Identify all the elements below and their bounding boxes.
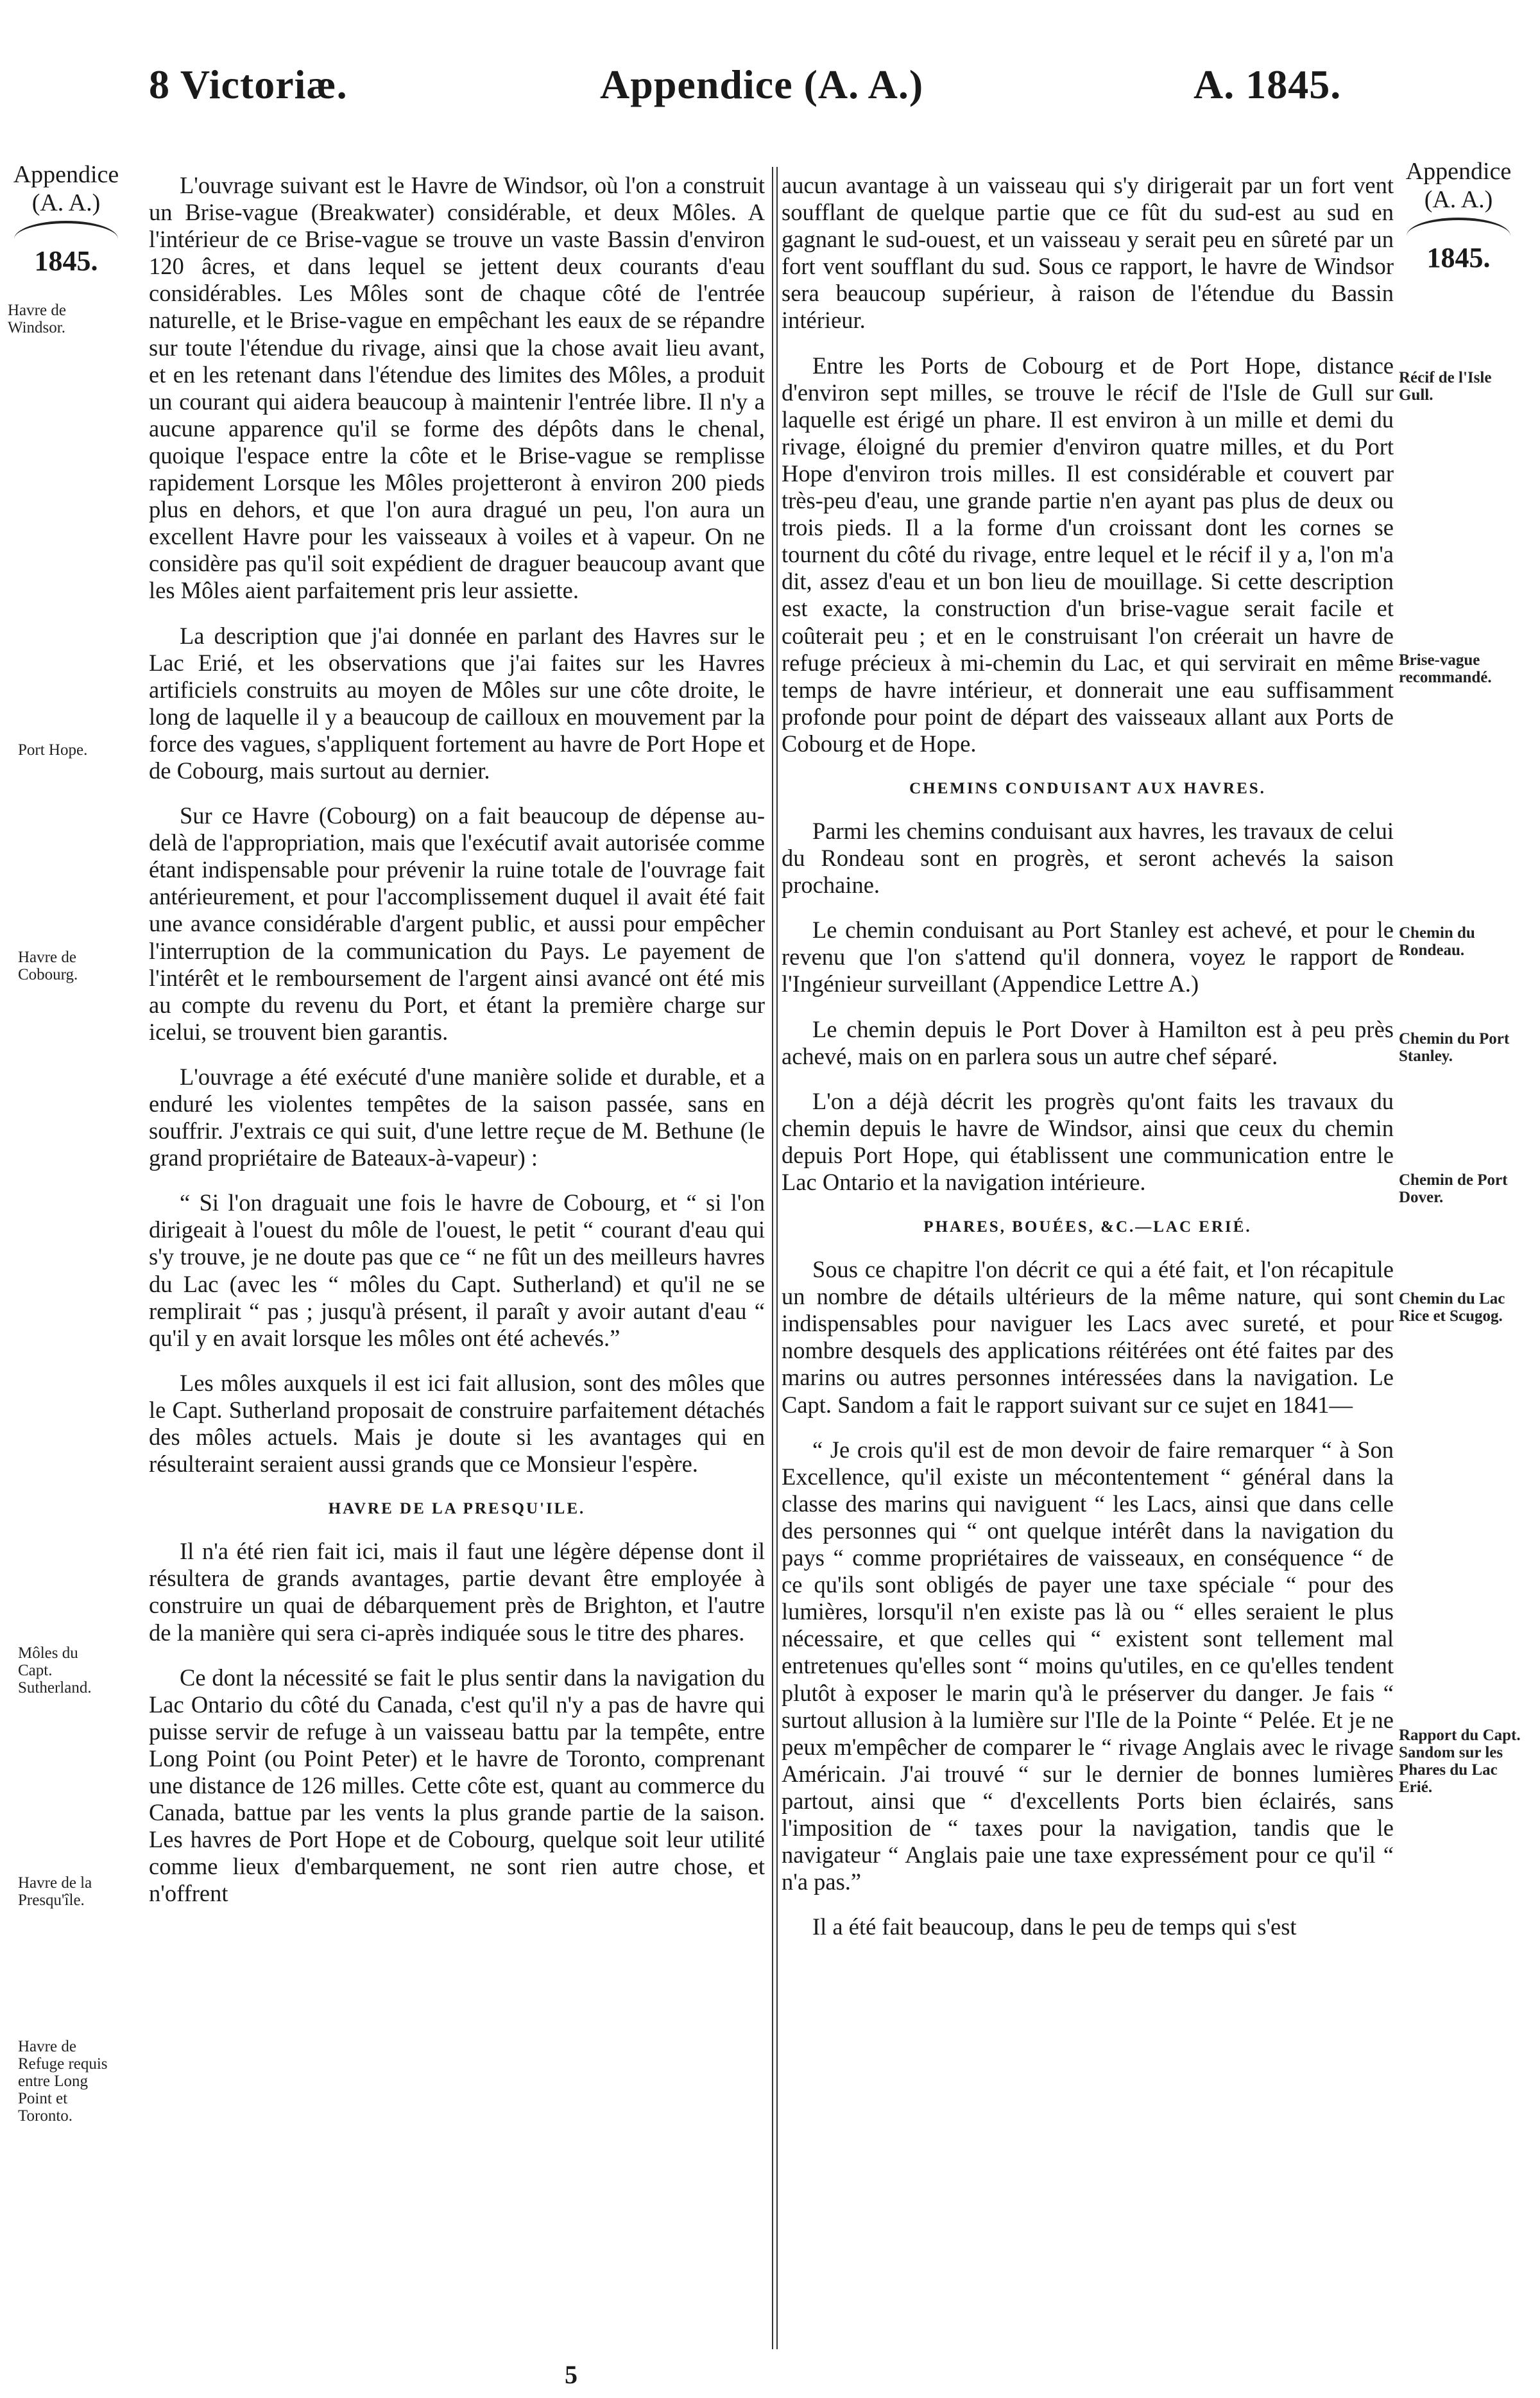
side-note-recif-gull: Récif de l'Isle Gull. [1399,369,1492,404]
paragraph: Entre les Ports de Cobourg et de Port Hope, distance d'environ sept milles, se trouve le récif de l'Isle de Gull sur laquelle est érigé un phare. Il est environ à un mille et demi du rivage, éloigné du premier d'environ quatre milles, et du Port Hope d'environ trois milles. Il est considérable et couvert par très-peu d'eau, une grande partie n'en ayant pas plus de deux ou trois pieds. Il a la forme d'un croissant dont les cornes se tournent du côté du rivage, entre lequel et le récif il y a, l'on m'a dit, assez d'eau et un bon lieu de mouillage. Si cette description est exacte, la construction d'un brise-vague serait facile et coûterait peu ; et en le construisant l'on créerait un havre de refuge précieux à mi-chemin du Lac, et qui servirait en même temps de havre intérieur, et donnerait une eau suffisamment profonde pour point de départ des vaisseaux allant aux Ports de Cobourg et de Hope. [782,352,1394,757]
left-column [149,172,765,1907]
side-note-port-hope: Port Hope. [18,741,88,759]
paragraph: Il a été fait beaucoup, dans le peu de temps qui s'est [812,1913,1297,1940]
side-note-havre-cobourg: Havre de Cobourg. [18,949,78,983]
margin-appendix-label: Appendice [13,161,119,188]
paragraph: Le chemin depuis le Port Dover à Hamilton est à peu près achevé, mais on en parlera sous un autre chef séparé. [782,1015,1394,1069]
paragraph: aucun avantage à un vaisseau qui s'y dirigerait par un fort vent soufflant de quelque partie que ce fût du sud-est au sud en gagnant le sud-ouest, et un vaisseau y serait peu en sûreté par un fort vent soufflant du sud. Sous ce rapport, le havre de Windsor sera beaucoup supérieur, à raison de l'étendue du Bassin intérieur. [782,172,1394,334]
paragraph: Le chemin conduisant au Port Stanley est achevé, et pour le revenu que l'on s'attend qu'il donnera, voyez le rapport de l'Ingénieur surveillant (Appendice Lettre A.) [782,917,1394,997]
paragraph: L'on a déjà décrit les progrès qu'ont faits les travaux du chemin depuis le havre de Windsor, ainsi que ceux du chemin depuis Port Hope, qui établissent une communication entre le Lac Ontario et la navigation intérieure. [782,1087,1394,1195]
side-note-havre-refuge: Havre de Refuge requis entre Long Point et Toronto. [18,2038,108,2125]
section-heading: PHARES, BOUÉES, &C.—LAC ERIÉ. [923,1218,1252,1236]
paragraph: La description que j'ai donnée en parlant des Havres sur le Lac Erié, et les observations que j'ai faites sur les Havres artificiels construits au moyen de Môles sur une côte droite, le long de laquelle il y a beaucoup de cailloux en mouvement par la force des vagues, s'appliquent fortement au havre de Port Hope et de Cobourg, mais surtout au dernier. [149,622,765,784]
side-note-chemin-port-stanley: Chemin du Port Stanley. [1399,1030,1510,1065]
quotation: “ Je crois qu'il est de mon devoir de faire remarquer “ à Son Excellence, qu'il existe un mécontentement “ général dans la classe des marins qui naviguent “ les Lacs, ainsi que dans celle des personnes qui “ ont quelque intérêt dans la navigation du pays “ comme propriétaires de vaisseaux, en conséquence “ de ce qu'ils sont obligés de payer une taxe spéciale “ pour des lumières, lorsqu'il n'en existe pas là ou “ elles seraient le plus nécessaire, et que celles qui “ existent sont tellement mal entretenues qu'elles sont “ moins qu'utiles, en ce qu'elles tendent plutôt à exposer le marin qu'à le préserver du danger. Je fais “ surtout allusion à la lumière sur l'Ile de la Pointe “ Pelée. Et je ne peux m'empêcher de comparer le “ rivage Anglais avec le rivage Américain. J'ai trouvé “ sur le dernier de bonnes lumières partout, ainsi que “ d'excellents Ports bien éclairés, sans l'imposition de “ taxes pour la navigation, tandis que le navigateur “ Anglais paie une taxe expressément pour ce qu'il “ n'a pas.” [782,1436,1394,1895]
side-note-rapport-sandom: Rapport du Capt. Sandom sur les Phares du Lac Erié. [1399,1727,1521,1796]
side-note-presquile: Havre de la Presqu'île. [18,1874,92,1909]
brace-ornament [14,221,118,243]
margin-appendix-code: (A. A.) [1424,186,1493,213]
margin-year: 1845. [1426,242,1491,273]
brace-ornament [1407,218,1510,239]
paragraph: Sous ce chapitre l'on décrit ce qui a été fait, et l'on récapitule un nombre de détails ultérieurs de la même nature, qui sont indispensables pour naviguer les Lacs avec sureté, et pour nombre desquels des applications réitérées ont été faites par des marins ou autres personnes intéressées dans la navigation. Le Capt. Sandom a fait le rapport suivant sur ce sujet en 1841— [782,1256,1394,1418]
side-note-moles-sutherland: Môles du Capt. Sutherland. [18,1644,92,1696]
margin-label-left [5,160,127,277]
section-heading: CHEMINS CONDUISANT AUX HAVRES. [909,779,1266,797]
margin-label-right [1398,157,1519,274]
header-session: 8 Victoriæ. [149,62,348,107]
side-note-chemin-rondeau: Chemin du Rondeau. [1399,924,1475,959]
paragraph: L'ouvrage suivant est le Havre de Windsor, où l'on a construit un Brise-vague (Breakwater) considérable, et deux Môles. A l'intérieur de ce Brise-vague se trouve un vaste Bassin d'environ 120 âcres, et dans lequel se jettent deux courants d'eau considérables. Les Môles sont de chaque côté de l'entrée naturelle, et le Brise-vague en empêchant les eaux de se répandre sur toute l'étendue du rivage, ainsi que la chose avait lieu avant, et en les retenant dans l'étendue des limites des Môles, a produit un courant qui aidera beaucoup à maintenir l'entrée libre. Il n'y a aucune apparence qu'il se forme des dépôts dans le chenal, quoique l'espace entre la côte et le Brise-vague se remplisse rapidement Lorsque les Môles projetteront à environ 200 pieds plus en dehors, et que l'on aura dragué un peu, l'on aura un excellent Havre pour les vaisseaux à voiles et à vapeur. On ne considère pas qu'il soit expédient de draguer beaucoup avant que les Môles aient parfaitement pris leur assiette. [149,172,765,604]
side-note-havre-windsor: Havre de Windsor. [8,302,66,336]
side-note-chemin-lac-rice: Chemin du Lac Rice et Scugog. [1399,1290,1505,1325]
paragraph: Les môles auxquels il est ici fait allusion, sont des môles que le Capt. Sutherland proposait de construire parfaitement détachés des môles actuels. Mais je doute si les avantages qui en résulteraint seraient aussi grands que ce Monsieur l'espère. [149,1369,765,1478]
quotation: “ Si l'on draguait une fois le havre de Cobourg, et “ si l'on dirigeait à l'ouest du môle de l'ouest, le petit “ courant d'eau qui s'y trouve, je ne doute pas que ce “ ne fût un des meilleurs havres du Lac (avec les “ môles du Capt. Sutherland) et qu'il ne se remplirait “ pas ; jusqu'à présent, il paraît y avoir autant d'eau “ qu'il y en avait lorsque les môles ont été achevés.” [149,1189,765,1351]
paragraph: Ce dont la nécessité se fait le plus sentir dans la navigation du Lac Ontario du côté du Canada, c'est qu'il n'y a pas de havre qui puisse servir de refuge à un vaisseau battu par la tempête, entre Long Point (ou Point Peter) et le havre de Toronto, comprenant une distance de 126 milles. Cette côte est, quant au commerce du Canada, battue par les vents la plus grande partie de la saison. Les havres de Port Hope et de Cobourg, quelque soit leur utilité comme lieux d'embarquement, ne sont rien autre chose, et n'offrent [149,1664,765,1907]
side-note-chemin-port-dover: Chemin de Port Dover. [1399,1171,1508,1206]
margin-appendix-code: (A. A.) [31,189,101,216]
side-note-brise-vague: Brise-vague recommandé. [1399,651,1492,686]
header-title: Appendice (A. A.) [600,62,924,107]
paragraph: Il n'a été rien fait ici, mais il faut une légère dépense dont il résultera de grands avantages, partie devant être employée à construire un quai de débarquement près de Brighton, et l'autre de la manière qui sera ci-après indiquée sous le titre des phares. [149,1538,765,1646]
margin-year: 1845. [34,245,98,277]
header-year: A. 1845. [1194,62,1342,107]
margin-appendix-label: Appendice [1405,158,1512,185]
paragraph: Parmi les chemins conduisant aux havres, les travaux de celui du Rondeau sont en progrès, et seront achevés la saison prochaine. [782,817,1394,899]
page-number: 5 [565,2360,578,2389]
section-heading: HAVRE DE LA PRESQU'ILE. [328,1500,586,1518]
running-header [0,59,1540,110]
column-divider [772,167,778,2349]
paragraph: Sur ce Havre (Cobourg) on a fait beaucoup de dépense au-delà de l'appropriation, mais que l'exécutif avait autorisée comme étant indispensable pour prévenir la ruine totale de l'ouvrage fait antérieurement, et pour l'accomplissement duquel il avait été fait une avance considérable d'argent public, et aussi pour empêcher l'interruption de la communication du Pays. Le payement de l'intérêt et le remboursement de l'argent ainsi avancé ont été mis au compte du revenu du Port, et étant la première charge sur icelui, se trouvent bien garantis. [149,802,765,1045]
paragraph: L'ouvrage a été exécuté d'une manière solide et durable, et a enduré les violentes tempêtes de la saison passée, sans en souffrir. J'extrais ce qui suit, d'une lettre reçue de M. Bethune (le grand propriétaire de Bateaux-à-vapeur) : [149,1063,765,1171]
right-column [782,172,1394,1940]
